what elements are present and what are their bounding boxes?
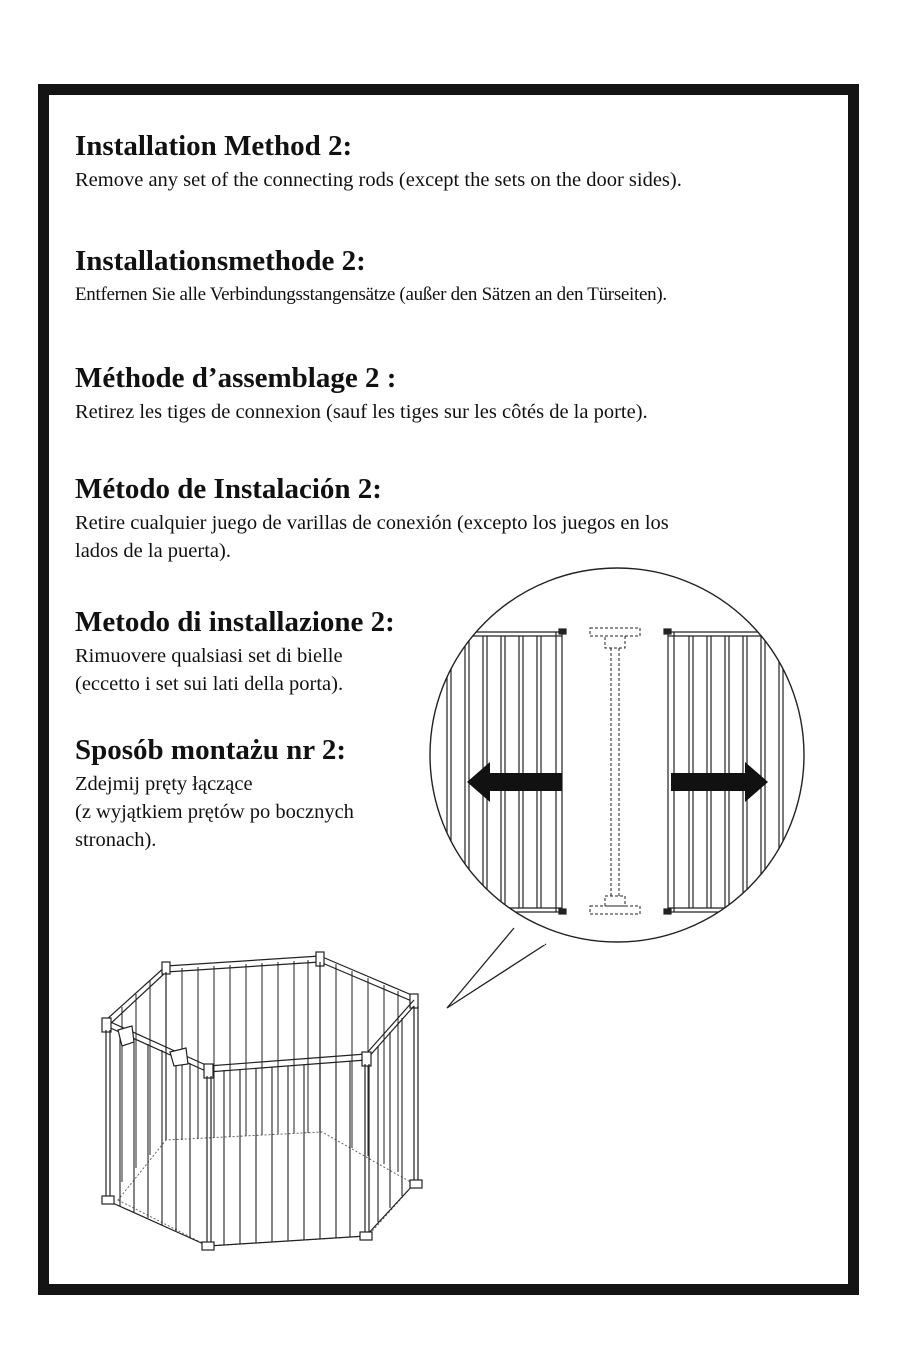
instruction-english: Remove any set of the connecting rods (except the sets on the door sides). <box>75 169 682 191</box>
instruction-italian-line-2: (eccetto i set sui lati della porta). <box>75 673 344 695</box>
instruction-french: Retirez les tiges de connexion (sauf les tiges sur les côtés de la porte). <box>75 401 648 423</box>
instruction-italian-line-1: Rimuovere qualsiasi set di bielle <box>75 645 343 667</box>
instruction-polish-line-2: (z wyjątkiem prętów po bocznych <box>75 801 354 823</box>
instruction-german: Entfernen Sie alle Verbindungsstangensätze (außer den Sätzen an den Türseiten). <box>75 284 667 305</box>
instruction-polish-line-1: Zdejmij pręty łączące <box>75 773 253 795</box>
heading-spanish: Método de Instalación 2: <box>75 473 382 505</box>
instruction-spanish-line-1: Retire cualquier juego de varillas de conexión (excepto los juegos en los <box>75 512 669 534</box>
heading-german: Installationsmethode 2: <box>75 245 366 277</box>
instruction-polish-line-3: stronach). <box>75 829 157 851</box>
callout-pointer <box>447 928 546 1008</box>
magnified-rod-removal-detail <box>420 568 810 942</box>
heading-english: Installation Method 2: <box>75 130 353 162</box>
heading-french: Méthode d’assemblage 2 : <box>75 362 397 394</box>
heading-polish: Sposób montażu nr 2: <box>75 734 346 766</box>
heading-italian: Metodo di installazione 2: <box>75 606 395 638</box>
hexagonal-playpen-drawing <box>102 952 422 1250</box>
instruction-spanish-line-2: lados de la puerta). <box>75 540 231 562</box>
